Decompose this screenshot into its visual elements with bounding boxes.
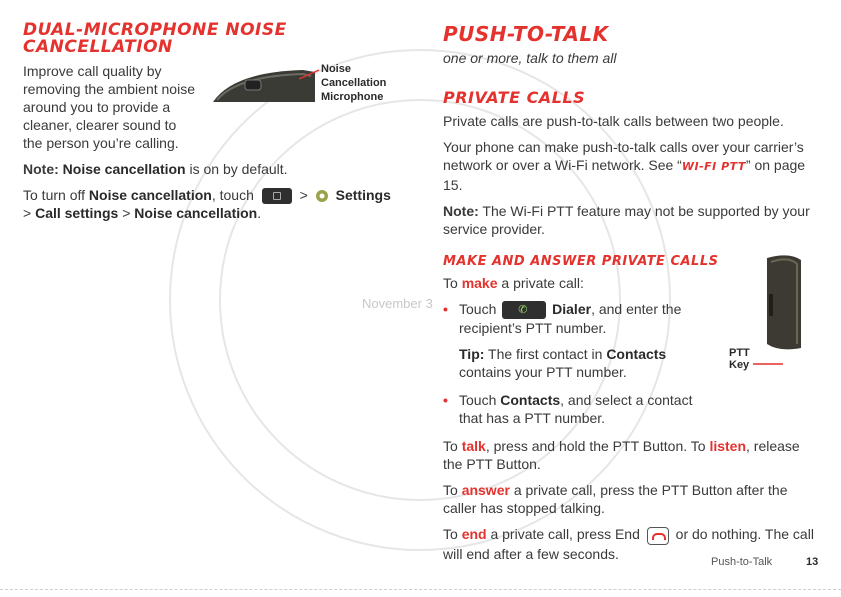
turn-off-paragraph (23, 186, 403, 222)
label-line-1: Noise (321, 63, 351, 75)
ptt-key-figure (729, 252, 819, 352)
note-paragraph (23, 160, 403, 178)
noise-cancellation-heading (23, 22, 403, 56)
turn-off-end: . (257, 205, 262, 222)
note-label: Note: (23, 161, 59, 177)
end-call-icon (647, 527, 669, 545)
dialer-label: Dialer (552, 301, 592, 317)
answer-word: answer (461, 482, 510, 499)
make-intro-1: To (443, 275, 462, 291)
tip-text-a: The first contact in (484, 346, 607, 363)
wifi-note-label: Note: (443, 203, 479, 219)
end-text-3: or do nothing. The call will end after a few seconds. (443, 526, 814, 562)
note-bold: Noise cancellation (62, 161, 186, 177)
turn-off-text-2: , touch (211, 187, 258, 203)
tip-paragraph (459, 345, 703, 381)
ptt-pointer-line (753, 360, 783, 368)
ptt-label-line-2: Key (729, 359, 750, 371)
make-intro-2: a private call: (497, 275, 584, 291)
turn-off-bold: Noise cancellation (88, 187, 212, 203)
wifi-ptt-link[interactable]: WI-FI PTT (681, 160, 746, 173)
watermark-date: November 3 (362, 296, 433, 311)
contacts-label: Contacts (500, 392, 561, 409)
tip-contacts: Contacts (606, 346, 667, 363)
noise-mic-label (321, 62, 401, 104)
ptt-label-line-1: PTT (729, 347, 750, 359)
gt-2: > (23, 205, 36, 222)
list-item (443, 391, 703, 427)
wifi-note (443, 202, 818, 238)
bullet1-text-a: Touch (459, 301, 501, 317)
talk-text-1: To (443, 438, 462, 455)
bullet2-text-a: Touch (459, 392, 501, 409)
label-line-3: Microphone (321, 91, 384, 103)
talk-paragraph (443, 437, 818, 473)
settings-gear-icon (314, 188, 330, 204)
label-line-2: Cancellation (321, 77, 387, 89)
listen-word: listen (709, 438, 747, 455)
end-text-2: a private call, press End (486, 526, 644, 543)
gt-1: > (299, 187, 312, 203)
page-subtitle: one or more, talk to them all (443, 50, 617, 66)
phone-microphone-figure (203, 62, 403, 124)
talk-text-3: , release the PTT Button. (443, 438, 800, 473)
talk-word: talk (461, 438, 486, 455)
bottom-divider (0, 589, 841, 591)
right-column (443, 22, 818, 571)
page-title: PUSH-TO-TALK (443, 22, 609, 46)
tip-text-b: contains your PTT number. (459, 364, 627, 381)
answer-text-2: a private call, press the PTT Button after the caller has stopped talking. (443, 482, 788, 517)
phone-side-image (729, 252, 819, 352)
heading-line-2: CANCELLATION (23, 37, 173, 57)
private-networks (443, 138, 818, 194)
wifi-note-text: The Wi-Fi PTT feature may not be supported by your service provider. (443, 203, 810, 237)
heading-line-1: DUAL-MICROPHONE NOISE (23, 20, 287, 40)
page-number: 13 (806, 556, 819, 568)
private-intro: Private calls are push-to-talk calls between two people. (443, 113, 784, 129)
tip-label: Tip: (459, 346, 485, 363)
bullet1-text-b: , and enter the recipient’s PTT number. (459, 301, 682, 337)
noise-cancellation-label: Noise cancellation (134, 205, 258, 222)
footer-section-name: Push-to-Talk (711, 556, 773, 568)
intro-paragraph: Improve call quality by removing the ambient noise around you to provide a cleaner, clearer sound to the person you’re calling. (23, 63, 195, 151)
ptt-key-label (729, 347, 750, 371)
make-word: make (461, 275, 498, 291)
end-text-1: To (443, 526, 462, 543)
gt-3: > (118, 205, 135, 222)
bullet2-text-b: , and select a contact that has a PTT number. (459, 392, 693, 427)
talk-text-2: , press and hold the PTT Button. To (485, 438, 710, 455)
make-answer-heading: MAKE AND ANSWER PRIVATE CALLS (443, 254, 719, 269)
networks-text-a: Your phone can make push-to-talk calls over your carrier’s network or over a Wi-Fi network. See “ (443, 139, 804, 173)
networks-text-b: ” on page 15. (443, 157, 806, 193)
turn-off-text-1: To turn off (23, 187, 89, 203)
note-rest: is on by default. (185, 161, 288, 177)
dialer-icon: ✆ (502, 301, 546, 319)
left-column (23, 22, 403, 230)
private-calls-heading: PRIVATE CALLS (443, 88, 586, 107)
settings-label: Settings (335, 187, 391, 203)
call-settings-label: Call settings (35, 205, 119, 222)
answer-paragraph (443, 481, 818, 517)
list-item (443, 300, 703, 381)
make-steps-list (443, 300, 703, 427)
answer-text-1: To (443, 482, 462, 499)
end-word: end (461, 526, 487, 543)
menu-key-icon (262, 188, 292, 204)
